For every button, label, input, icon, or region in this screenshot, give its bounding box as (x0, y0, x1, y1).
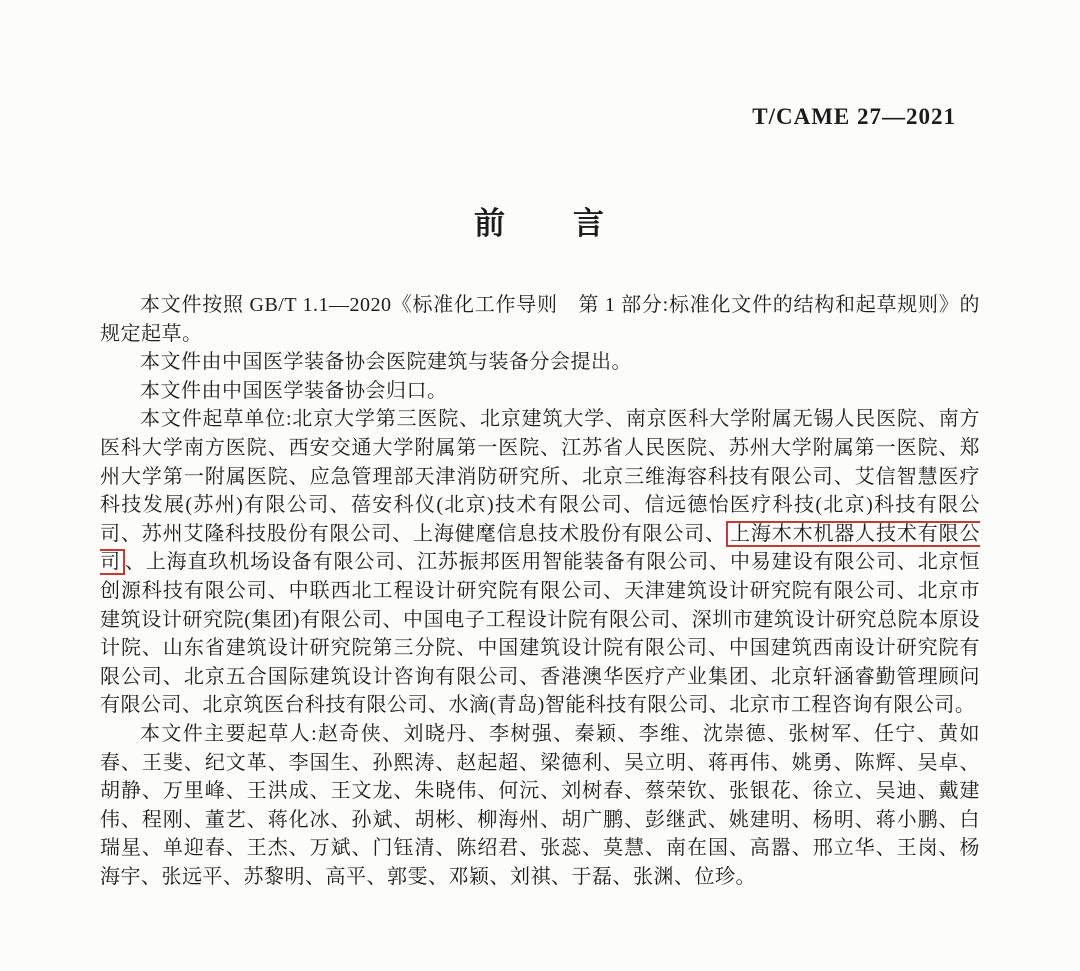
paragraph-drafting-basis: 本文件按照 GB/T 1.1—2020《标准化工作导则 第 1 部分:标准化文件的结构和起草规则》的规定起草。 (100, 294, 980, 345)
doc-number: T/CAME 27—2021 (752, 104, 956, 129)
page-title: 前 言 (474, 206, 606, 241)
paragraph-main-drafters: 本文件主要起草人:赵奇侠、刘晓丹、李树强、秦颖、李维、沈崇德、张树军、任宁、黄如春、王斐、纪文革、李国生、孙熙涛、赵起超、梁德利、吴立明、蒋再伟、姚勇、陈辉、吴卓、胡静、万里峰、王洪成、王文龙、朱晓伟、何沅、刘树春、蔡荣钦、张银花、徐立、吴迪、戴建伟、程刚、董艺、蒋化冰、孙斌、胡彬、柳海州、胡广鹏、彭继武、姚建明、杨明、蒋小鹏、白瑞星、单迎春、王杰、万斌、门钰清、陈绍君、张蕊、莫慧、南在国、高嚣、邢立华、王岗、杨海宇、张远平、苏黎明、高平、郭雯、邓颖、刘祺、于磊、张渊、位珍。 (100, 722, 980, 888)
highlighted-company-box: 上海木木机器人技术有限公司 (100, 522, 981, 574)
drafting-units-text-before: 本文件起草单位:北京大学第三医院、北京建筑大学、南京医科大学附属无锡人民医院、南方医科大学南方医院、西安交通大学附属第一医院、江苏省人民医院、苏州大学附属第一医院、郑州大学第一附属医院、应急管理部天津消防研究所、北京三维海容科技有限公司、艾信智慧医疗科技发展(苏州)有限公司、蓓安科仪(北京)技术有限公司、信远德怡医疗科技(北京)科技有限公司、苏州艾隆科技股份有限公司、上海健麾信息技术股份有限公司、 (100, 408, 980, 545)
paragraph-proposed-by: 本文件由中国医学装备协会医院建筑与装备分会提出。 (140, 351, 632, 374)
document-body (100, 291, 980, 891)
paragraph-drafting-units (100, 405, 980, 720)
paragraph-under-jurisdiction: 本文件由中国医学装备协会归口。 (140, 379, 448, 402)
drafting-units-text-after: 、上海直玖机场设备有限公司、江苏振邦医用智能装备有限公司、中易建设有限公司、北京恒创源科技有限公司、中联西北工程设计研究院有限公司、天津建筑设计研究院有限公司、北京市建筑设计研究院(集团)有限公司、中国电子工程设计院有限公司、深圳市建筑设计研究总院本原设计院、山东省建筑设计研究院第三分院、中国建筑设计院有限公司、中国建筑西南设计研究院有限公司、北京五合国际建筑设计咨询有限公司、香港澳华医疗产业集团、北京轩涵睿勤管理顾问有限公司、北京筑医台科技有限公司、水滴(青岛)智能科技有限公司、北京市工程咨询有限公司。 (100, 551, 981, 717)
